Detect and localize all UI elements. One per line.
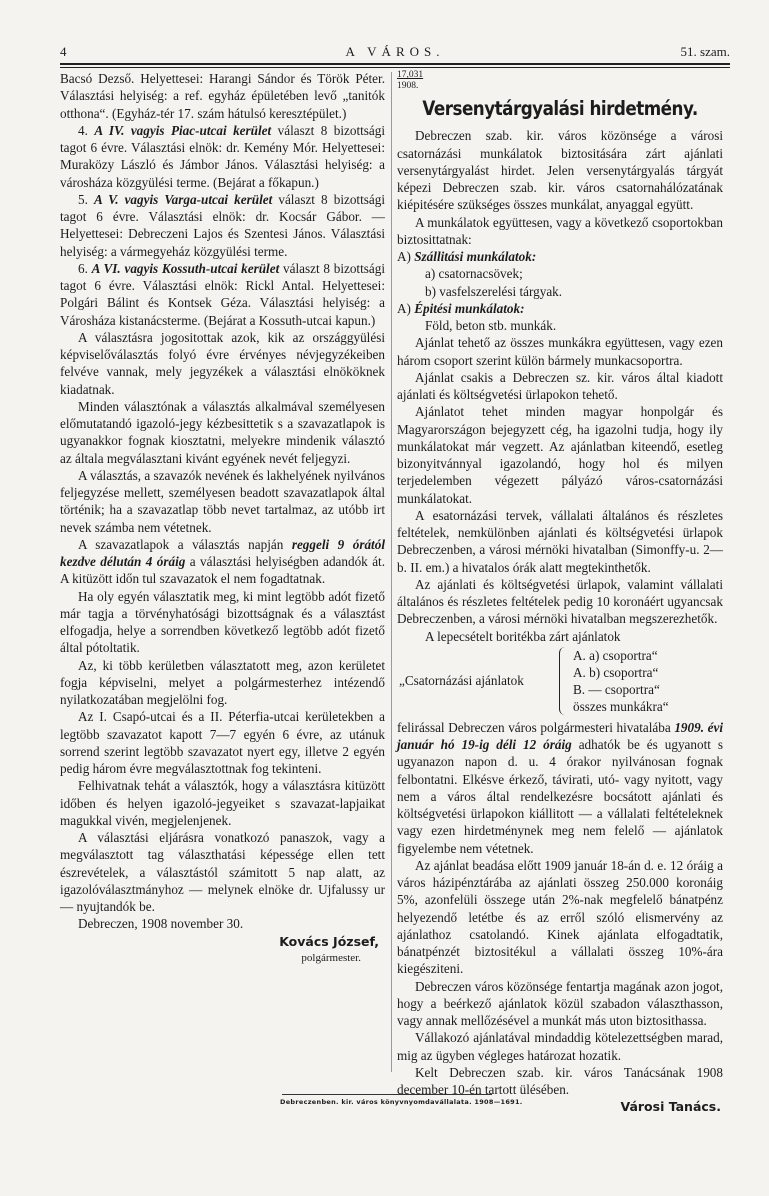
paragraph: Ajánlat csakis a Debreczen sz. kir. város által kiadott ajánlati és költségvetési ürlapokon tehető.	[397, 369, 723, 402]
district-paragraph: 4. A IV. vagyis Piac-utcai kerület választ 8 bizottsági tagot 6 évre. Választási elnök: dr. Kemény Mór. Helyettesei: Muraközy László és Jámbor János. Választási helyiség: a városháza közgyülési terme. (Bejárat a főkapun.)	[60, 122, 386, 190]
footer-rule	[282, 1094, 492, 1095]
list-item: b) vasfelszerelési tárgyak.	[425, 283, 563, 299]
paragraph: Az, ki több kerületben választatott meg, azon kerületet fogja képviselni, melyet a polgármesterhez intézendő nyilatkozatában megjelölni fog.	[60, 657, 385, 707]
list-item: a) csatornacsövek;	[425, 266, 523, 282]
reference-number: 17,031 1908.	[397, 70, 424, 91]
envelope-option: A. b) csoportra“	[573, 664, 659, 680]
paragraph: Az I. Csapó-utcai és a II. Péterfia-utcai kerületekben a legtöbb szavazatot kapott 7—7 egyén 6 évre, az utánuk sorrend szerint legtöbb szavazatot nyert egy, illetve 2 egyén pedig három évre megválasztottnak fog tekinteni.	[60, 709, 385, 776]
paragraph: Ajánlatot tehet minden magyar honpolgár és Magyarországon bejegyzett cég, ha igazolni tudja, hogy ily munkálatokat már vegzett. Az ajánlatban kiteendő, esetleg bizonyitvánnyal igazolandó, hogy hol és milyen terjedelemben végezett pályázó város-csatornázási munkálatokat.	[397, 404, 723, 506]
paragraph: Felhivatnak tehát a választók, hogy a választásra kitüzött időben és helyen igazoló-jegyeiket s szavazat-lapjaikat magukkal vivén, megjelenjenek.	[60, 778, 385, 828]
page-number: 4	[60, 44, 67, 59]
envelope-option: B. — csoportra“	[573, 681, 660, 697]
page-header	[60, 44, 730, 62]
right-column	[397, 70, 723, 1116]
paragraph: Ajánlat tehető az összes munkákra együttesen, vagy ezen három csoport szerint külön bármely munkacsoportra.	[397, 335, 723, 368]
paragraph: Minden választónak a választás alkalmával személyesen előmutatandó igazoló-jegy kézbesittetik s a szavazatlapok is ugyanakkor fognak kiosztatni, melyekre mindenik választó az általa megválasztani kivánt egyének nevét feljegyzi.	[60, 398, 385, 466]
paragraph: A lepecsételt boritékba zárt ajánlatok	[425, 628, 621, 644]
group-heading: A) Épitési munkálatok:	[397, 300, 525, 316]
brace	[559, 647, 568, 715]
group-heading: A) Szállitási munkálatok:	[397, 249, 537, 264]
council-signature: Városi Tanács.	[620, 1099, 721, 1115]
district-paragraph: 6. A VI. vagyis Kossuth-utcai kerület választ 8 bizottsági tagot 6 évre. Választási elnök: Rickl Antal. Helyettesei: Polgári Bálint és Kontsek Géza. Választási helyiség: a Városháza kistanácsterme. (Bejárat a Kossuth-utcai kapun.)	[60, 260, 386, 328]
voting-time-paragraph: A szavazatlapok a választás napján reggeli 9 órától kezdve délután 4 óráig a választási helyiségben adandók át. A kitüzött időn tul szavazatok el nem fogadtatnak.	[60, 536, 386, 587]
header-rule	[60, 63, 730, 68]
paragraph: Az ajánlati és költségvetési ürlapok, valamint vállalati általános és részletes feltételek pedig 10 koronáért ugyancsak Debreczenben, a városi mérnöki hivatalban megszerezhetők.	[397, 576, 723, 627]
paragraph: A esatornázási tervek, vállalati általános és részletes feltételek, nemkülönben ajánlati és költségvetési ürlapok Debreczenben, a városi mérnöki hivatalban (Simonffy-u. 2—b. II. em.) a hivatalos órák alatt megtekinthetők.	[397, 507, 723, 575]
dateline: Debreczen, 1908 november 30.	[78, 916, 244, 932]
envelope-option: összes munkákra“	[573, 698, 669, 714]
paragraph: A választás, a szavazók nevének és lakhelyének nyilvános feljegyzése mellett, személyesen beadott szavazatlapok által történik; ha a szavazatlap több nevet tartalmaz, az utóbb irt nevek számba nem vétetnek.	[60, 467, 385, 535]
paragraph: A munkálatok együttesen, vagy a következő csoportokban biztosittatnak:	[397, 214, 723, 247]
column-divider	[391, 72, 392, 1072]
paragraph: Bacsó Dezső. Helyettesei: Harangi Sándor és Török Péter. Választási helyiség: a ref. egyház épületében levő „tanitók otthona“. (Egyház-tér 17. szám hátulsó keresztépület.)	[60, 71, 385, 121]
left-column	[60, 70, 385, 967]
paragraph: A választási eljárásra vonatkozó panaszok, vagy a megválasztott tag választhatási képessége ellen tett észrevételek, a választástól számitott 5 nap alatt, az igazolóválasztmányhoz — melynek elnöke dr. Ujfalussy ur — nyujtandók be.	[60, 830, 385, 914]
announcement-title: Versenytárgyalási hirdetmény.	[422, 97, 698, 120]
journal-title: A VÁROS.	[345, 44, 445, 59]
paragraph: Ha oly egyén választatik meg, ki mint legtöbb adót fizető már tagja a törvényhatósági bizottságnak és a választást elfogadja, helye a sorrendben következő legtöbb adót fizető által pótoltatik.	[60, 588, 385, 656]
district-paragraph: 5. A V. vagyis Varga-utcai kerület választ 8 bizottsági tagot 6 évre. Választási elnök: dr. Kocsár Gábor. — Helyettesei: Debreczeni Lajos és Szentesi János. Választási helyiség: a vármegyeház közgyülési terme.	[60, 191, 385, 259]
paragraph: A választásra jogositottak azok, kik az országgyülési képviselőválasztás folyó évre érvényes névjegyzékeiben felvéve vannak, mely jegyzékek a választási elnököknek kiadatnak.	[60, 329, 385, 397]
envelope-option: A. a) csoportra“	[573, 647, 658, 663]
issue-number: 51. szam.	[680, 44, 730, 59]
paragraph: Vállakozó ajánlatával mindaddig kötelezettségben marad, mig az ügyben végleges határozat hozatik.	[397, 1030, 723, 1063]
printer-imprint: Debreczenben. kir. város könyvnyomdavállalata. 1908—1691.	[280, 1098, 523, 1106]
envelope-label: „Csatornázási ajánlatok	[399, 672, 524, 688]
signature-role: polgármester.	[301, 951, 361, 964]
list-item: Föld, beton stb. munkák.	[425, 318, 557, 333]
paragraph: Az ajánlat beadása előtt 1909 január 18-án d. e. 12 óráig a város házipénztárába az ajánlati összeg 250.000 koronáig 5%, azonfelüli összege után 2%-nak megfelelő bánatpénz helyezendő letétbe és az erről szóló elismervény az ajánlathoz csatolandó. Kinek ajánlata elfogadtatik, bánatpénzét biztositékul a vállalati összeg 10%-ára kiegésziteni.	[397, 857, 723, 977]
paragraph: Kelt Debreczen szab. kir. város Tanácsának 1908 december 10-én tartott ülésében.	[397, 1064, 723, 1097]
signature-name: Kovács József,	[279, 933, 379, 949]
deadline-paragraph: felirással Debreczen város polgármesteri hivatalába 1909. évi január hó 19-ig déli 12 óráig adhatók be és ugyanott s ugyanazon napon d. u. 4 órakor nyilvánosan fognak felbontatni. Elkésve érkező, távirati, utó- vagy nyitott, vagy nem a város által rendelkezésre bocsátott ajánlati és költségvetési ürlapokon kiállitott — a vállalati feltételeknek vagy ezen hirdetménynek meg nem felelő — ajánlatok figyelembe nem vétetnek.	[397, 719, 723, 856]
paragraph: Debreczen város közönsége fentartja magának azon jogot, hogy a beérkező ajánlatok közül szabadon választhasson, vagy annak mellőzésével a munkát más uton biztosithassa.	[397, 978, 723, 1028]
envelope-label-block	[397, 647, 723, 717]
paragraph: Debreczen szab. kir. város közönsége a városi csatornázási munkálatok biztositására zárt ajánlati versenytárgyalást hirdet. Jelen versenytárgyalás tárgyát képezi Debreczen szab. kir. város csatornahálózatának kiépitésére szükséges összes munkálat, anyaggal együtt.	[397, 128, 723, 213]
envelope-options	[573, 647, 669, 715]
